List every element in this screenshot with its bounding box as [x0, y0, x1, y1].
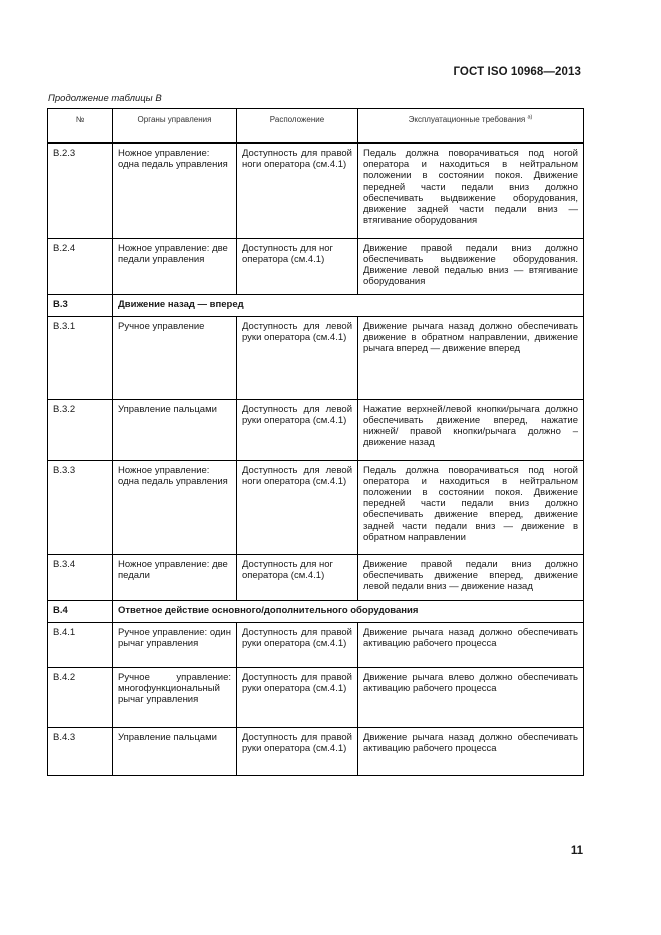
table-row — [48, 399, 584, 460]
table-caption: Продолжение таблицы B — [48, 93, 162, 104]
row-controls: Ручное управление: один рычаг управления — [113, 622, 237, 667]
row-num: B.2.3 — [48, 143, 113, 238]
row-num: B.4.3 — [48, 727, 113, 775]
section-num: B.4 — [48, 600, 113, 622]
row-requirements: Движение правой педали вниз должно обеспечивать движение вперед, движение левой педали вниз — движение назад — [358, 554, 584, 600]
row-location: Доступность для ног оператора (см.4.1) — [237, 554, 358, 600]
page-number: 11 — [570, 845, 583, 857]
row-requirements: Педаль должна поворачиваться под ногой оператора и находиться в нейтральном положении в состоянии покоя. Движение передней части педали вниз должно обеспечивать движение вперед, движение задней части педали вниз — движение в обратном направлении — [358, 460, 584, 554]
section-num: B.3 — [48, 294, 113, 316]
row-controls: Ножное управление: две педали — [113, 554, 237, 600]
row-requirements: Нажатие верхней/левой кнопки/рычага должно обеспечивать движение вперед, нажатие нижней/ правой кнопки/рычага должно – движение назад — [358, 399, 584, 460]
section-row — [48, 294, 584, 316]
table-row — [48, 460, 584, 554]
row-requirements: Движение рычага влево должно обеспечивать активацию рабочего процесса — [358, 667, 584, 727]
section-row — [48, 600, 584, 622]
row-num: B.4.2 — [48, 667, 113, 727]
table-row — [48, 316, 584, 399]
row-location: Доступность для левой ноги оператора (см.4.1) — [237, 460, 358, 554]
table-row — [48, 554, 584, 600]
table-header-row — [48, 109, 584, 144]
row-location: Доступность для левой руки оператора (см.4.1) — [237, 399, 358, 460]
document-code: ГОСТ ISO 10968—2013 — [453, 66, 581, 78]
section-title: Движение назад — вперед — [113, 294, 584, 316]
row-controls: Управление пальцами — [113, 727, 237, 775]
footnote-marker: a) — [527, 114, 533, 121]
row-controls: Ножное управление: одна педаль управления — [113, 460, 237, 554]
row-controls: Ножное управление: одна педаль управления — [113, 143, 237, 238]
requirements-table — [47, 108, 584, 776]
row-requirements: Движение рычага назад должно обеспечивать активацию рабочего процесса — [358, 727, 584, 775]
row-requirements: Педаль должна поворачиваться под ногой оператора и находиться в нейтральном положении в состоянии покоя. Движение передней части педали вниз должно обеспечивать выдвижение оборудования, движение задней части педали вниз — втягивание оборудования — [358, 143, 584, 238]
row-num: B.3.3 — [48, 460, 113, 554]
row-num: B.2.4 — [48, 238, 113, 294]
row-controls: Ручное управление: многофункциональный рычаг управления — [113, 667, 237, 727]
col-header-requirements — [358, 109, 584, 144]
row-location: Доступность для правой ноги оператора (см.4.1) — [237, 143, 358, 238]
section-title: Ответное действие основного/дополнительного оборудования — [113, 600, 584, 622]
table-row — [48, 143, 584, 238]
row-requirements: Движение рычага назад должно обеспечивать активацию рабочего процесса — [358, 622, 584, 667]
col-header-location: Расположение — [237, 109, 358, 144]
row-location: Доступность для левой руки оператора (см.4.1) — [237, 316, 358, 399]
row-controls: Ручное управление — [113, 316, 237, 399]
table-row — [48, 727, 584, 775]
col-header-requirements-text: Эксплуатационные требования — [408, 115, 526, 124]
row-location: Доступность для правой руки оператора (см.4.1) — [237, 622, 358, 667]
row-num: B.4.1 — [48, 622, 113, 667]
table-row — [48, 238, 584, 294]
row-num: B.3.1 — [48, 316, 113, 399]
row-num: B.3.4 — [48, 554, 113, 600]
row-requirements: Движение рычага назад должно обеспечивать движение в обратном направлении, движение рычага вперед — движение вперед — [358, 316, 584, 399]
row-num: B.3.2 — [48, 399, 113, 460]
col-header-num: № — [48, 109, 113, 144]
col-header-controls: Органы управления — [113, 109, 237, 144]
row-location: Доступность для ног оператора (см.4.1) — [237, 238, 358, 294]
row-controls: Управление пальцами — [113, 399, 237, 460]
table-row — [48, 622, 584, 667]
row-requirements: Движение правой педали вниз должно обеспечивать выдвижение оборудования. Движение левой педалью вниз — втягивание оборудования — [358, 238, 584, 294]
row-location: Доступность для правой руки оператора (см.4.1) — [237, 727, 358, 775]
row-controls: Ножное управление: две педали управления — [113, 238, 237, 294]
table-row — [48, 667, 584, 727]
row-location: Доступность для правой руки оператора (см.4.1) — [237, 667, 358, 727]
